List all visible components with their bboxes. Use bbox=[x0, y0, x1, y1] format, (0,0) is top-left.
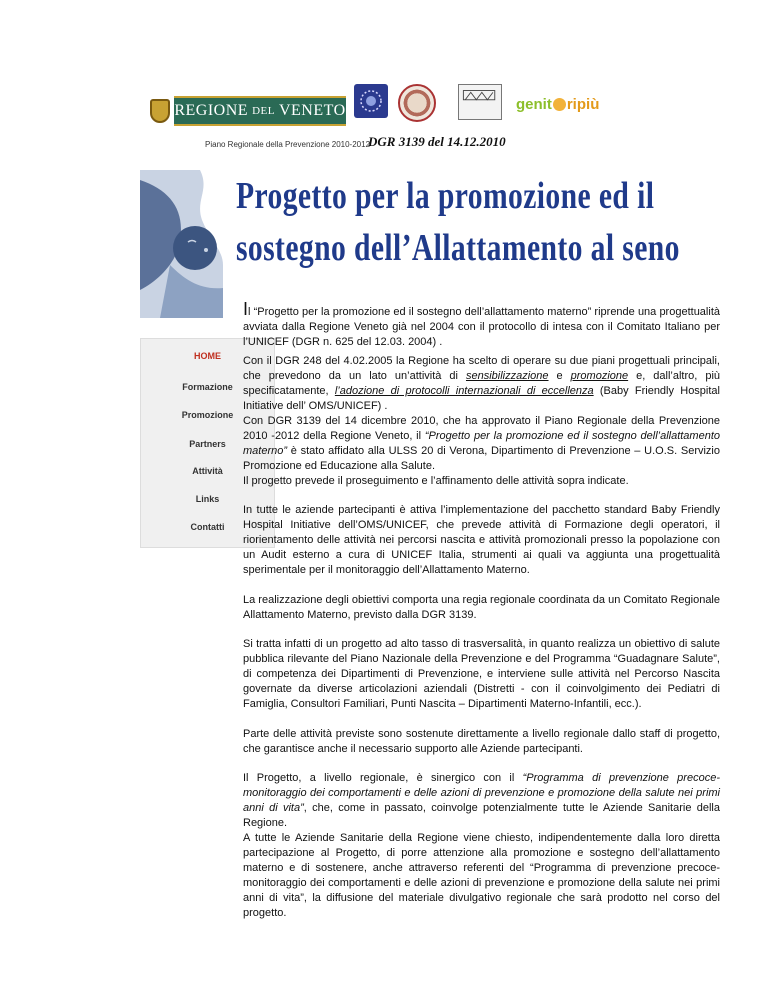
nav-item-attivita[interactable]: Attività bbox=[192, 466, 223, 476]
nav-item-partners[interactable]: Partners bbox=[189, 439, 226, 449]
paragraph-regia: La realizzazione degli obiettivi comporta una regia regionale coordinata da un Comitato Regionale Allattamento Materno, previsto dalla DGR 3139. bbox=[243, 594, 720, 621]
paragraph-proseguimento: Il progetto prevede il proseguimento e l’affinamento delle attività sopra indicate. bbox=[243, 475, 629, 487]
breastfeeding-illustration bbox=[140, 170, 223, 318]
nav-item-formazione[interactable]: Formazione bbox=[182, 382, 233, 392]
nav-item-home[interactable]: HOME bbox=[194, 351, 221, 361]
regione-plate: REGIONE DEL VENETO bbox=[174, 96, 346, 126]
paragraph-dgr3139: Con DGR 3139 del 14 dicembre 2010, che ha approvato il Piano Regionale della Prevenzione 2010 -2012 della Regione Veneto, il “Progetto per la promozione ed il sostegno dell’allattamento materno” è stato affidato alla ULSS 20 di Verona, Dipartimento di Prevenzione – U.O.S. Servizio Promozione ed Educazione alla Salute. bbox=[243, 415, 721, 472]
genitori-piu-logo: genit ripiù bbox=[516, 96, 600, 113]
regione-veneto-logo bbox=[150, 94, 346, 128]
paragraph-dgr248: Con il DGR 248 del 4.02.2005 la Regione ha scelto di operare su due piani progettuali principali, che prevedono da un lato un’attività di sensibilizzazione e promozione e, dall’altro, più specificatamente, l’adozione di protocolli internazionali di eccellenza (Baby Friendly Hospital Initiative dell’ OMS/UNICEF) . bbox=[243, 355, 721, 412]
paragraph-intro: Il “Progetto per la promozione ed il sostegno dell’allattamento materno” riprende una progettualità avviata dalla Regione Veneto già nel 2004 con il protocollo di intesa con il Comitato Italiano per l’UNICEF (DGR n. 625 del 12.03. 2004) . bbox=[243, 299, 720, 348]
nav-item-promozione[interactable]: Promozione bbox=[181, 410, 234, 420]
paragraph-sinergia: Il Progetto, a livello regionale, è sinergico con il “Programma di prevenzione precoce-monitoraggio dei comportamenti e delle azioni di prevenzione e promozione della salute nei primi anni di vita”, che, come in passato, coinvolge potenzialmente tutte le Aziende Sanitarie della Regione. bbox=[243, 772, 720, 829]
piano-label: Piano Regionale della Prevenzione 2010-2012 bbox=[205, 140, 371, 149]
dgr-label: DGR 3139 del 14.12.2010 bbox=[368, 134, 506, 149]
nav-item-contatti[interactable]: Contatti bbox=[190, 522, 225, 532]
emblem-logo bbox=[354, 84, 388, 118]
paragraph-aziende-sanitarie: A tutte le Aziende Sanitarie della Regione viene chiesto, indipendentemente dalla loro diretta partecipazione al Progetto, di porre attenzione alla promozione e sostegno dell’allattamento materno e di sostenere, anche attraverso referenti del “Programma di prevenzione precoce- monitoraggio dei comportamenti e delle azioni di prevenzione e promozione della salute nei primi anni di vita”, la diffusione del materiale divulgativo regionale che sarà prodotto nel corso del progetto. bbox=[243, 832, 720, 919]
paragraph-aziende: In tutte le aziende partecipanti è attiva l’implementazione del pacchetto standard Baby Friendly Hospital Initiative dell’OMS/UNICEF, che prevede attività di Formazione degli operatori, il riorientamento delle attività nei percorsi nascita e attività promozionali presso la popolazione con un Audit esterno a cura di UNICEF Italia, strumenti ai quali va aggiunta una progettualità sperimentale per il monitoraggio dell’Allattamento Materno. bbox=[243, 504, 720, 576]
paragraph-trasversalita: Si tratta infatti di un progetto ad alto tasso di trasversalità, in quanto realizza un obiettivo di salute pubblica rilevante del Piano Nazionale della Prevenzione e del Programma “Guadagnare Salute”, di competenza dei Dipartimenti di Prevenzione, e interviene sulle attività nel Percorso Nascita governate da diverse articolazioni aziendali (Distretti - con il coinvolgimento dei Pediatri di Famiglia, Consultori Familiari, Punti Nascita – Dipartimenti Materno-Infantili, ecc.). bbox=[243, 638, 720, 710]
sun-icon bbox=[553, 98, 566, 111]
regione-crest-icon bbox=[150, 99, 170, 123]
university-seal-logo bbox=[398, 84, 436, 122]
paragraph-staff: Parte delle attività previste sono sostenute direttamente a livello regionale dallo staff di progetto, che garantisce anche il necessario supporto alle Aziende partecipanti. bbox=[243, 728, 720, 755]
page-title: Progetto per la promozione ed il sostegno dell’Allattamento al seno bbox=[236, 175, 680, 269]
nav-item-links[interactable]: Links bbox=[195, 494, 220, 504]
ulss-logo bbox=[458, 84, 502, 120]
